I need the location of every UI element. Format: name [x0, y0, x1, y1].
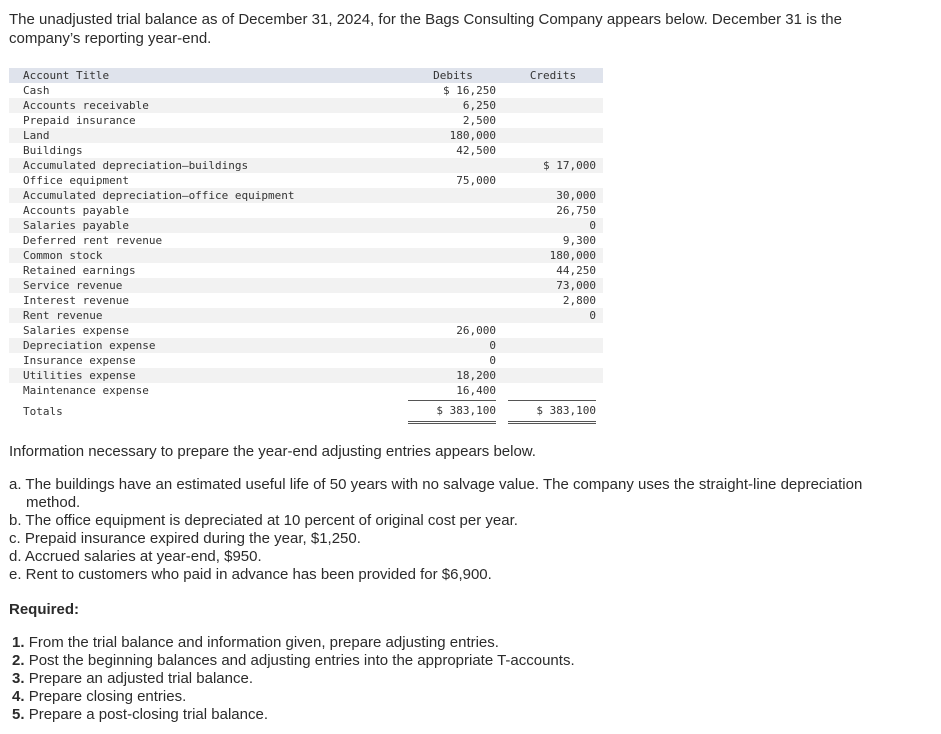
required-item-number: 2.	[12, 652, 25, 669]
table-row	[9, 188, 603, 203]
credit-cell	[503, 143, 603, 158]
required-item-number: 5.	[12, 706, 25, 723]
credit-cell: 73,000	[556, 279, 596, 292]
debit-cell	[403, 203, 503, 218]
account-cell: Accounts receivable	[23, 99, 149, 112]
debit-cell	[403, 278, 503, 293]
account-cell: Depreciation expense	[23, 339, 156, 352]
debit-cell	[403, 218, 503, 233]
required-item-text: Prepare an adjusted trial balance.	[28, 670, 253, 687]
credit-cell: 26,750	[556, 204, 596, 217]
table-row	[9, 323, 603, 338]
account-cell: Common stock	[23, 249, 103, 262]
info-item-d: d. Accrued salaries at year-end, $950.	[9, 548, 262, 565]
required-item-text: Prepare closing entries.	[28, 688, 187, 705]
debit-cell: 0	[489, 354, 496, 367]
credit-cell	[503, 128, 603, 143]
debit-cell: 18,200	[456, 369, 496, 382]
required-item-number: 1.	[12, 634, 25, 651]
info-heading: Information necessary to prepare the year-end adjusting entries appears below.	[9, 443, 536, 460]
credit-cell: 2,800	[562, 294, 596, 307]
credit-cell: 44,250	[556, 264, 596, 277]
info-item-c: c. Prepaid insurance expired during the year, $1,250.	[9, 530, 361, 547]
table-header-row	[9, 68, 603, 83]
debit-cell: 0	[489, 339, 496, 352]
info-item-e: e. Rent to customers who paid in advance has been provided for $6,900.	[9, 566, 492, 583]
credit-cell: 0	[589, 219, 596, 232]
table-row	[9, 278, 603, 293]
credit-cell: 180,000	[549, 249, 596, 262]
table-row	[9, 383, 603, 398]
credit-cell: 30,000	[556, 189, 596, 202]
account-cell: Accounts payable	[23, 204, 129, 217]
credit-cell	[503, 83, 603, 98]
table-row	[9, 308, 603, 323]
table-row	[9, 338, 603, 353]
account-cell: Insurance expense	[23, 354, 136, 367]
required-item-5	[12, 706, 575, 724]
debit-cell	[403, 188, 503, 203]
required-item-text: Post the beginning balances and adjusting entries into the appropriate T-accounts.	[28, 652, 575, 669]
info-item-a: a. The buildings have an estimated useful life of 50 years with no salvage value. The company uses the straight-line depreciation method.	[9, 476, 863, 511]
credit-cell	[503, 368, 603, 383]
account-cell: Office equipment	[23, 174, 129, 187]
debit-cell: 180,000	[449, 129, 496, 142]
account-cell: Salaries payable	[23, 219, 129, 232]
required-item-text: Prepare a post-closing trial balance.	[28, 706, 268, 723]
totals-debit: $ 383,100	[408, 400, 496, 424]
credit-cell	[503, 338, 603, 353]
table-row	[9, 203, 603, 218]
credit-cell	[503, 383, 603, 398]
debit-cell	[403, 233, 503, 248]
account-cell: Buildings	[23, 144, 83, 157]
debit-cell: 6,250	[462, 99, 496, 112]
debit-cell	[403, 263, 503, 278]
debit-cell: 16,400	[456, 384, 496, 397]
required-item-3	[12, 670, 575, 688]
table-row	[9, 233, 603, 248]
table-row	[9, 83, 603, 98]
account-cell: Salaries expense	[23, 324, 129, 337]
account-cell: Utilities expense	[23, 369, 136, 382]
required-item-4	[12, 688, 575, 706]
account-cell: Maintenance expense	[23, 384, 149, 397]
account-cell: Accumulated depreciation—office equipment	[23, 189, 295, 202]
debit-cell: 75,000	[456, 174, 496, 187]
table-row	[9, 263, 603, 278]
account-cell: Land	[23, 129, 50, 142]
debit-cell: 26,000	[456, 324, 496, 337]
table-row	[9, 173, 603, 188]
debit-cell: $ 16,250	[443, 84, 496, 97]
table-row	[9, 218, 603, 233]
credit-cell	[503, 323, 603, 338]
credit-cell	[503, 98, 603, 113]
debit-cell: 2,500	[462, 114, 496, 127]
totals-label: Totals	[23, 405, 63, 418]
info-item-b: b. The office equipment is depreciated at 10 percent of original cost per year.	[9, 512, 518, 529]
adjustment-info-list	[9, 476, 919, 584]
required-item-number: 4.	[12, 688, 25, 705]
table-row	[9, 113, 603, 128]
credit-cell	[503, 113, 603, 128]
table-row	[9, 98, 603, 113]
trial-balance-table	[9, 68, 603, 424]
table-row	[9, 158, 603, 173]
required-item-2	[12, 652, 575, 670]
debit-cell	[403, 158, 503, 173]
header-account-title: Account Title	[23, 69, 110, 82]
table-row	[9, 368, 603, 383]
account-cell: Deferred rent revenue	[23, 234, 163, 247]
required-item-text: From the trial balance and information given, prepare adjusting entries.	[28, 634, 499, 651]
debit-cell	[403, 248, 503, 263]
debit-cell: 42,500	[456, 144, 496, 157]
table-row	[9, 353, 603, 368]
required-heading: Required:	[9, 601, 80, 618]
account-cell: Cash	[23, 84, 50, 97]
required-item-1	[12, 634, 575, 652]
table-row	[9, 143, 603, 158]
table-row	[9, 293, 603, 308]
account-cell: Service revenue	[23, 279, 123, 292]
header-credits: Credits	[529, 69, 577, 82]
credit-cell: $ 17,000	[543, 159, 596, 172]
problem-intro: The unadjusted trial balance as of December 31, 2024, for the Bags Consulting Company appears below. December 31 is the company’s reporting year-end.	[9, 11, 842, 47]
account-cell: Retained earnings	[23, 264, 136, 277]
required-list	[12, 634, 575, 724]
totals-row	[9, 398, 603, 424]
trial-balance-body	[9, 83, 603, 398]
account-cell: Interest revenue	[23, 294, 129, 307]
debit-cell	[403, 308, 503, 323]
account-cell: Accumulated depreciation—buildings	[23, 159, 249, 172]
account-cell: Rent revenue	[23, 309, 103, 322]
required-item-number: 3.	[12, 670, 25, 687]
totals-credit: $ 383,100	[508, 400, 596, 424]
table-row	[9, 248, 603, 263]
account-cell: Prepaid insurance	[23, 114, 136, 127]
debit-cell	[403, 293, 503, 308]
table-row	[9, 128, 603, 143]
header-debits: Debits	[433, 69, 473, 82]
credit-cell: 9,300	[562, 234, 596, 247]
credit-cell	[503, 173, 603, 188]
credit-cell	[503, 353, 603, 368]
credit-cell: 0	[589, 309, 596, 322]
